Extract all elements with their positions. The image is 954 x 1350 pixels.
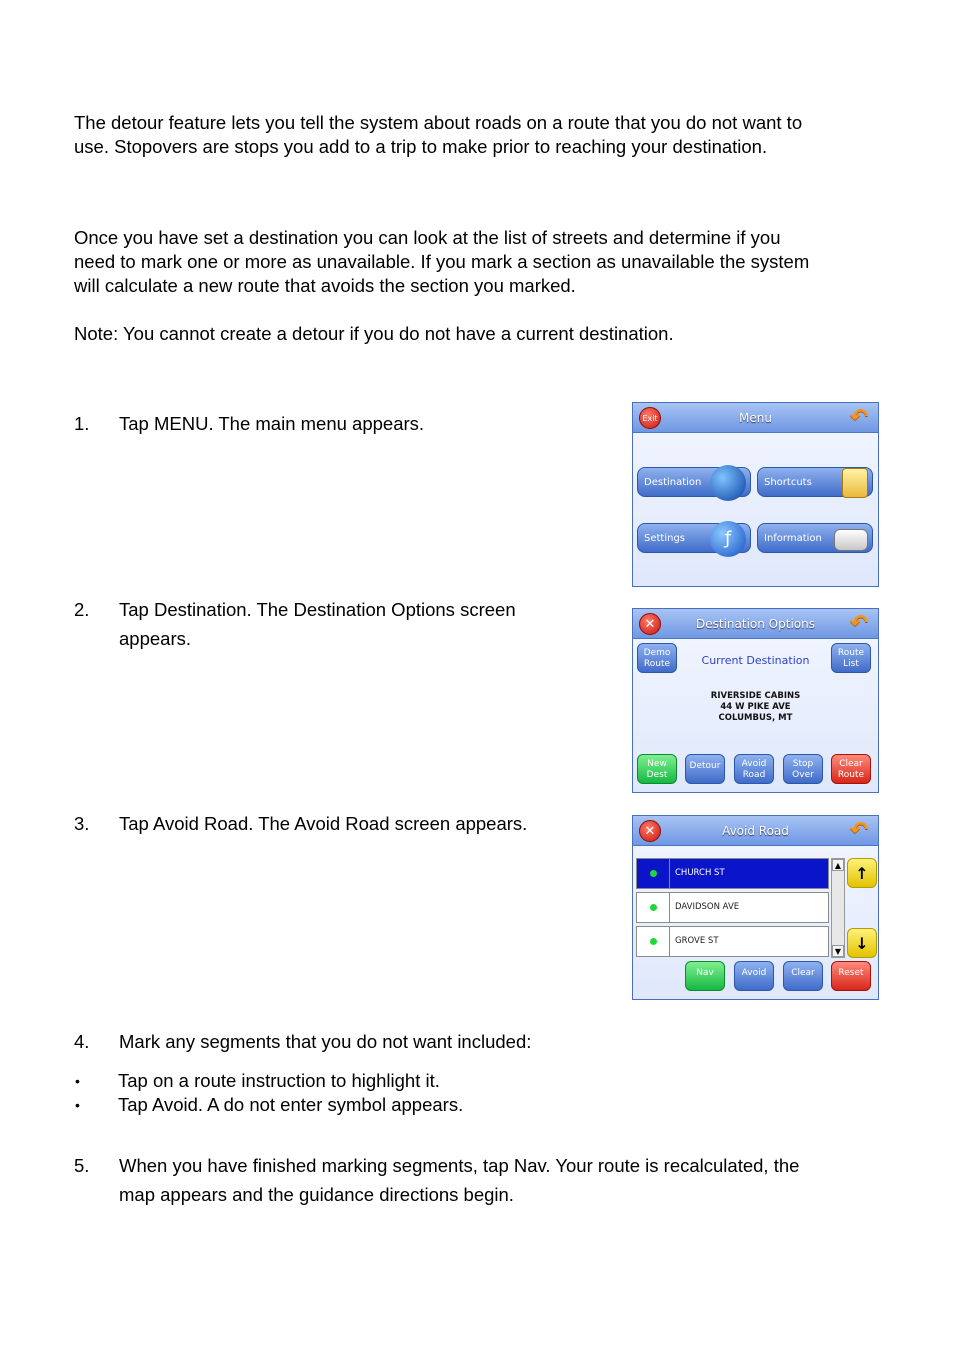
bullet-1-symbol: • (75, 1073, 80, 1089)
nav-button[interactable]: Nav (685, 961, 725, 991)
car-icon (834, 529, 868, 551)
road-row-grove-st[interactable] (636, 926, 829, 957)
address-line-3: COLUMBUS, MT (718, 713, 793, 723)
detour-line-2: need to mark one or more as unavailable. If you mark a section as unavailable the system (74, 251, 810, 272)
information-button-label: Information (764, 533, 822, 544)
demo-route-button[interactable]: Demo Route (637, 643, 677, 673)
step-5-text (119, 1151, 799, 1209)
address-line-1: RIVERSIDE CABINS (710, 691, 801, 701)
step-4-number: 4. (74, 1031, 90, 1052)
avoid-button[interactable]: Avoid (734, 961, 774, 991)
globe-icon (710, 465, 746, 501)
road-row-davidson-ave[interactable] (636, 892, 829, 923)
step-3-text: Tap Avoid Road. The Avoid Road screen appears. (119, 813, 528, 834)
bullet-1-text: Tap on a route instruction to highlight it. (118, 1070, 440, 1091)
back-arrow-icon[interactable]: ↶ (849, 405, 869, 430)
intro-line-1: The detour feature lets you tell the system about roads on a route that you do not want to (74, 112, 803, 133)
step-2-text (119, 595, 516, 653)
detour-note: Note: You cannot create a detour if you do not have a current destination. (74, 323, 674, 344)
page-up-button[interactable]: ↑ (847, 858, 877, 888)
step-2-line-1: Tap Destination. The Destination Options screen (119, 599, 516, 620)
step-3-number: 3. (74, 813, 90, 834)
step-2-number: 2. (74, 599, 90, 620)
road-name: DAVIDSON AVE (675, 902, 740, 912)
detour-button[interactable]: Detour (685, 754, 725, 784)
menu-screen (632, 402, 879, 587)
box-icon (842, 468, 868, 498)
step-5-number: 5. (74, 1155, 90, 1176)
scroll-up-icon[interactable]: ▲ (832, 859, 844, 871)
dest-title: Destination Options (696, 617, 815, 631)
step-5-line-1: When you have finished marking segments, tap Nav. Your route is recalculated, the (119, 1155, 800, 1176)
destination-button[interactable] (637, 467, 751, 497)
bullet-2-symbol: • (75, 1097, 80, 1113)
step-4-text: Mark any segments that you do not want included: (119, 1031, 532, 1052)
destination-button-label: Destination (644, 477, 702, 488)
road-name: CHURCH ST (675, 868, 725, 878)
menu-title: Menu (739, 411, 772, 425)
scrollbar[interactable] (831, 858, 845, 958)
road-row-church-st[interactable] (636, 858, 829, 889)
status-dot-icon (637, 927, 670, 956)
route-list-button[interactable]: Route List (831, 643, 871, 673)
avoid-road-button[interactable]: Avoid Road (734, 754, 774, 784)
current-destination-label: Current Destination (701, 654, 810, 667)
avoid-title: Avoid Road (722, 824, 789, 838)
information-button[interactable] (757, 523, 873, 553)
clear-route-button[interactable]: Clear Route (831, 754, 871, 784)
intro-paragraph (74, 111, 894, 159)
status-dot-icon (637, 859, 670, 888)
intro-line-2: use. Stopovers are stops you add to a trip to make prior to reaching your destination. (74, 136, 768, 157)
scroll-down-icon[interactable]: ▼ (832, 945, 844, 957)
status-dot-icon (637, 893, 670, 922)
destination-options-screen (632, 608, 879, 793)
reset-button[interactable]: Reset (831, 961, 871, 991)
road-name: GROVE ST (675, 936, 719, 946)
stop-over-button[interactable]: Stop Over (783, 754, 823, 784)
avoid-titlebar (633, 816, 878, 846)
step-1-text: Tap MENU. The main menu appears. (119, 413, 425, 434)
back-arrow-icon[interactable]: ↶ (849, 818, 869, 843)
shortcuts-button-label: Shortcuts (764, 477, 812, 488)
step-1-number: 1. (74, 413, 90, 434)
exit-button[interactable]: Exit (639, 407, 661, 429)
menu-titlebar (633, 403, 878, 433)
back-arrow-icon[interactable]: ↶ (849, 611, 869, 636)
settings-button[interactable] (637, 523, 751, 553)
page-down-button[interactable]: ↓ (847, 928, 877, 958)
detour-paragraph (74, 226, 894, 298)
clear-button[interactable]: Clear (783, 961, 823, 991)
step-2-line-2: appears. (119, 628, 191, 649)
address-line-2: 44 W PIKE AVE (720, 702, 791, 712)
wrench-icon: ƒ (710, 521, 746, 557)
shortcuts-button[interactable] (757, 467, 873, 497)
dest-titlebar (633, 609, 878, 639)
close-icon[interactable]: ✕ (639, 613, 661, 635)
detour-line-1: Once you have set a destination you can look at the list of streets and determine if you (74, 227, 781, 248)
avoid-road-screen (632, 815, 879, 1000)
bullet-2-text: Tap Avoid. A do not enter symbol appears. (118, 1094, 464, 1115)
new-dest-button[interactable]: New Dest (637, 754, 677, 784)
close-icon[interactable]: ✕ (639, 820, 661, 842)
settings-button-label: Settings (644, 533, 686, 544)
step-5-line-2: map appears and the guidance directions begin. (119, 1184, 514, 1205)
detour-line-3: will calculate a new route that avoids the section you marked. (74, 275, 576, 296)
